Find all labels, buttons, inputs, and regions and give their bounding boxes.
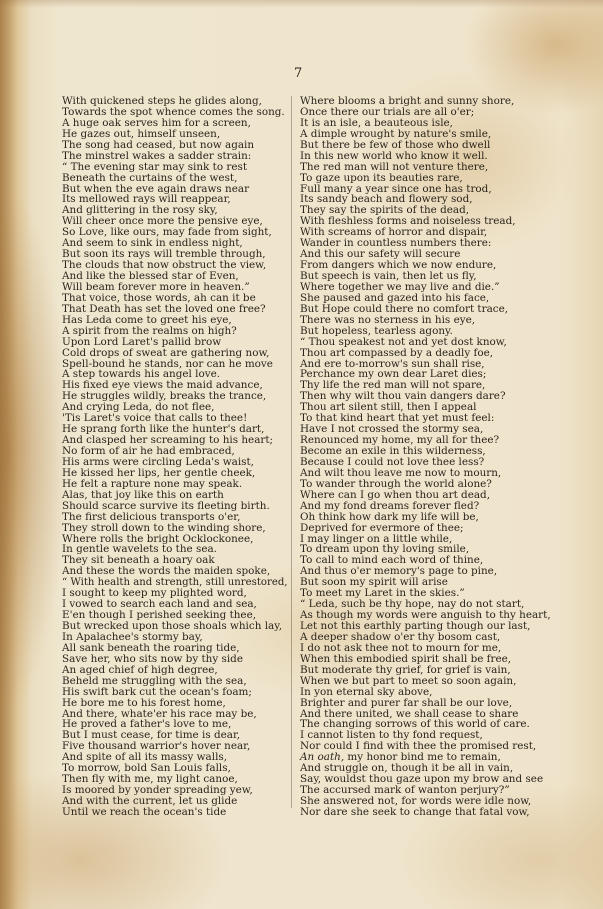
poem-line: But I must cease, for time is dear, [62, 729, 241, 742]
poem-line: But there be few of those who dwell [300, 138, 491, 151]
left-poem-column [62, 96, 288, 818]
italic-phrase: An oath, [300, 751, 345, 764]
poem-line: I sought to keep my plighted word, [62, 587, 247, 600]
poem-line: But wrecked upon those shoals which lay, [62, 620, 283, 632]
poem-line: But hopeless, tearless agony. [300, 324, 453, 337]
poem-line: And there, whate'er his race may be, [62, 707, 257, 720]
poem-line: And wilt thou leave me now to mourn, [300, 466, 502, 479]
poem-line: But moderate thy grief, for grief is vain, [300, 663, 511, 676]
poem-line: And with the current, let us glide [62, 795, 238, 807]
poem-line: They sit beneath a hoary oak [62, 554, 215, 567]
poem-line: To wander through the world alone? [300, 477, 492, 490]
poem-line: His swift bark cut the ocean's foam; [62, 685, 252, 698]
poem-line: And thus o'er memory's page to pine, [300, 565, 498, 578]
poem-line: Thou art compassed by a deadly foe, [300, 346, 494, 359]
poem-line: His arms were circling Leda's waist, [62, 455, 254, 468]
poem-line: As though my words were anguish to thy heart, [300, 609, 551, 622]
poem-line: Say, wouldst thou gaze upon my brow and see [300, 773, 544, 786]
poem-line: “ Leda, such be thy hope, nay do not start, [300, 598, 525, 611]
poem-line: In Apalachee's stormy bay, [62, 630, 203, 643]
page-number: 7 [294, 66, 303, 81]
poem-line: And clasped her screaming to his heart; [62, 434, 274, 447]
poem-line: I vowed to search each land and sea, [62, 598, 257, 611]
poem-line: His fixed eye views the maid advance, [62, 379, 263, 392]
binding-shadow [0, 0, 18, 909]
poem-line: “ The evening star may sink to rest [62, 160, 248, 173]
poem-line: A step towards his angel love. [62, 368, 221, 381]
poem-line: And there united, we shall cease to share [300, 707, 519, 720]
poem-line: And ere to-morrow's sun shall rise, [300, 357, 485, 370]
poem-line: In gentle wavelets to the sea. [62, 543, 217, 556]
poem-line: Towards the spot whence comes the song. [62, 105, 285, 118]
poem-line: He bore me to his forest home, [62, 696, 226, 709]
poem-line: And glittering in the rosy sky, [62, 204, 218, 217]
poem-line: And my fond dreams forever fled? [300, 499, 480, 512]
poem-line: “ With health and strength, still unrestored, [62, 576, 288, 589]
poem-line: Beheld me struggling with the sea, [62, 674, 247, 687]
poem-line: When this embodied spirit shall be free, [300, 652, 512, 665]
poem-line: Nor dare she seek to change that fatal vow, [300, 805, 530, 818]
poem-line: And these the words the maiden spoke, [62, 565, 271, 578]
poem-line: Should scarce survive its fleeting birth. [62, 499, 270, 512]
poem-line: But speech is vain, then let us fly, [300, 270, 477, 282]
poem-line: He felt a rapture none may speak. [62, 477, 243, 490]
poem-line: With screams of horror and dispair, [300, 226, 488, 239]
poem-line: Has Leda come to greet his eye, [62, 313, 232, 326]
poem-line: She answered not, for words were idle now, [300, 795, 532, 807]
poem-line: A deeper shadow o'er thy bosom cast, [300, 630, 501, 643]
poem-line: A huge oak serves him for a screen, [62, 116, 251, 129]
poem-line: Because I could not love thee less? [300, 455, 485, 468]
poem-line: To morrow, bold San Louis falls, [62, 762, 231, 775]
poem-line: Where can I go when thou art dead, [300, 488, 491, 501]
poem-line: He gazes out, himself unseen, [62, 127, 221, 140]
poem-line: To call to mind each word of thine, [300, 554, 484, 567]
poem-line: I may linger on a little while, [300, 532, 453, 545]
poem-line: But soon its rays will tremble through, [62, 248, 266, 261]
poem-line: Alas, that joy like this on earth [62, 488, 224, 501]
poem-line: E'en though I perished seeking thee, [62, 609, 257, 622]
poem-line: No form of air he had embraced, [62, 445, 235, 457]
poem-line: But Hope could there no comfort trace, [300, 302, 509, 315]
poem-line: The red man will not venture there, [300, 160, 489, 173]
poem-line: That voice, those words, ah can it be [62, 291, 256, 304]
poem-line: To gaze upon its beauties rare, [300, 171, 463, 184]
poem-line: Five thousand warrior's hover near, [62, 740, 251, 753]
poem-line: Oh think how dark my life will be, [300, 510, 479, 523]
column-divider [291, 96, 292, 808]
poem-line: Its mellowed rays will reappear, [62, 193, 231, 206]
poem-line: The accursed mark of wanton perjury?” [300, 784, 510, 797]
poem-line: When we but part to meet so soon again, [300, 674, 517, 687]
poem-line: The first delicious transports o'er, [62, 510, 241, 523]
poem-line: A dimple wrought by nature's smile, [300, 127, 492, 140]
poem-line: She paused and gazed into his face, [300, 291, 490, 304]
poem-line: And struggle on, though it be all in vain, [300, 762, 514, 775]
poem-line: I do not ask thee not to mourn for me, [300, 641, 502, 654]
poem-line: He kissed her lips, her gentle cheek, [62, 466, 256, 479]
poem-line: An oath, my honor bind me to remain, [300, 751, 501, 764]
poem-line: Thou art silent still, then I appeal [300, 401, 477, 414]
poem-line: There was no sterness in his eye, [300, 313, 476, 326]
poem-line: An aged chief of high degree, [62, 663, 218, 676]
poem-line: He proved a father's love to me, [62, 718, 232, 731]
poem-line: Its sandy beach and flowery sod, [300, 193, 473, 206]
poem-line: But soon my spirit will arise [300, 576, 448, 589]
poem-line: Will beam forever more in heaven.” [62, 280, 250, 293]
poem-line: With quickened steps he glides along, [62, 95, 262, 107]
poem-line: Let not this earthly parting though our last, [300, 620, 531, 632]
poem-line: They say the spirits of the dead, [300, 204, 470, 217]
poem-line: Cold drops of sweat are gathering now, [62, 346, 270, 359]
poem-line: To that kind heart that yet must feel: [300, 412, 495, 425]
poem-line: Will cheer once more the pensive eye, [62, 215, 263, 228]
poem-line: And spite of all its massy walls, [62, 751, 228, 764]
poem-line: In yon eternal sky above, [300, 685, 433, 698]
poem-line: All sank beneath the roaring tide, [62, 641, 240, 654]
poem-line: 'Tis Laret's voice that calls to thee! [62, 412, 248, 425]
poem-line: To dream upon thy loving smile, [300, 543, 470, 556]
poem-line: Spell-bound he stands, nor can he move [62, 357, 273, 370]
poem-line: The song had ceased, but now again [62, 138, 255, 151]
poem-line: Have I not crossed the stormy sea, [300, 423, 484, 436]
poem-line: Become an exile in this wilderness, [300, 445, 486, 457]
poem-line: And this our safety will secure [300, 248, 461, 261]
poem-line: Renounced my home, my all for thee? [300, 434, 500, 447]
poem-line: Is moored by yonder spreading yew, [62, 784, 253, 797]
poem-line: Save her, who sits now by thy side [62, 652, 243, 665]
poem-line: So Love, like ours, may fade from sight, [62, 226, 272, 239]
poem-line: “ Thou speakest not and yet dost know, [300, 335, 507, 348]
poem-line: Nor could I find with thee the promised rest, [300, 740, 537, 753]
poem-line: From dangers which we now endure, [300, 259, 497, 272]
poem-line: The minstrel wakes a sadder strain: [62, 149, 252, 162]
poem-line: Then fly with me, my light canoe, [62, 773, 238, 786]
poem-line: He sprang forth like the hunter's dart, [62, 423, 265, 436]
poem-line: They stroll down to the winding shore, [62, 521, 266, 534]
poem-line: Until we reach the ocean's tide [62, 805, 227, 818]
poem-line: With fleshless forms and noiseless tread, [300, 215, 516, 228]
page-top-edge [0, 0, 603, 8]
poem-line: Perchance my own dear Laret dies; [300, 368, 487, 381]
poem-line: He struggles wildly, breaks the trance, [62, 390, 267, 403]
poem-line: Then why wilt thou vain dangers dare? [300, 390, 506, 403]
poem-line: Where rolls the bright Ocklockonee, [62, 532, 254, 545]
poem-line: Thy life the red man will not spare, [300, 379, 486, 392]
poem-line: Upon Lord Laret's pallid brow [62, 335, 222, 348]
poem-line: Where together we may live and die.” [300, 280, 500, 293]
poem-line: And like the blessed star of Even, [62, 270, 239, 282]
poem-line: It is an isle, a beauteous isle, [300, 116, 453, 129]
poem-line: Full many a year since one has trod, [300, 182, 492, 195]
poem-line: The changing sorrows of this world of care. [300, 718, 530, 731]
poem-line: A spirit from the realms on high? [62, 324, 237, 337]
poem-line: And seem to sink in endless night, [62, 237, 243, 250]
poem-line: That Death has set the loved one free? [62, 302, 266, 315]
poem-line: But when the eve again draws near [62, 182, 250, 195]
poem-line: Once there our trials are all o'er; [300, 105, 475, 118]
poem-line: And crying Leda, do not flee, [62, 401, 215, 414]
poem-line: I cannot listen to thy fond request, [300, 729, 483, 742]
poem-line: Beneath the curtains of the west, [62, 171, 238, 184]
poem-line: Where blooms a bright and sunny shore, [300, 95, 515, 107]
poem-line: Brighter and purer far shall be our love, [300, 696, 513, 709]
poem-line: The clouds that now obstruct the view, [62, 259, 267, 272]
poem-line: In this new world who know it well. [300, 149, 488, 162]
poem-line: Deprived for evermore of thee; [300, 521, 464, 534]
right-poem-column [300, 96, 600, 818]
poem-line: Wander in countless numbers there: [300, 237, 492, 250]
poem-line: To meet my Laret in the skies.” [300, 587, 465, 600]
